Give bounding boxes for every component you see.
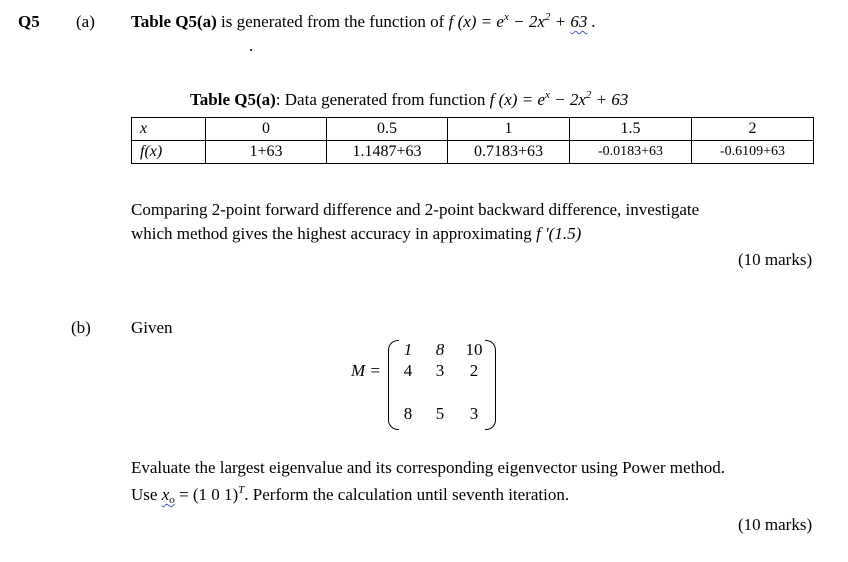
part-b-label: (b): [71, 318, 91, 337]
matrix-cell: 4: [403, 361, 413, 380]
matrix-cell: 3: [435, 361, 445, 380]
table-cell: -0.0183+63: [570, 141, 692, 164]
part-a-intro: [131, 12, 596, 32]
table-reference: Table Q5(a): [131, 12, 217, 31]
table-cell: -0.6109+63: [692, 141, 814, 164]
caption-function: f $(x) = e^x - 2x^2 + 63$: [489, 89, 629, 109]
table-cell: 0: [206, 118, 327, 141]
matrix-m: [388, 340, 496, 432]
matrix-cell: 1: [403, 340, 413, 359]
matrix-label: M =: [351, 361, 381, 380]
table-cell: 0.7183+63: [448, 141, 570, 164]
table-caption: Table Q5(a): Data generated from function f $(x) = e^x - 2x^2 + 63$: [190, 89, 629, 109]
matrix-cell: 8: [435, 340, 445, 359]
table-cell: 1.5: [570, 118, 692, 141]
given-text: Given: [131, 318, 173, 337]
matrix-cell: 2: [469, 361, 479, 380]
table-cell: 0.5: [327, 118, 448, 141]
table-cell: 1: [448, 118, 570, 141]
data-table: [131, 117, 814, 164]
function-expression: f $(x) = e^x - 2x^2 + 63$ .: [448, 11, 596, 31]
question-number: Q5: [18, 12, 40, 31]
matrix-cell: 8: [403, 404, 413, 423]
initial-vector-symbol: $x_o$: [161, 485, 175, 506]
part-a-marks: (10 marks): [738, 250, 813, 269]
part-b-body-line1: Evaluate the largest eigenvalue and its corresponding eigenvector using Power method.: [131, 458, 726, 477]
part-a-label: (a): [76, 12, 95, 31]
row-header-fx: f(x): [132, 141, 206, 164]
table-row-fx: [132, 141, 814, 164]
table-cell: 1+63: [206, 141, 327, 164]
intro-text: is generated from the function of: [216, 12, 449, 31]
initial-vector-value: = (1 0 1): [174, 485, 239, 504]
matrix-cell: 10: [465, 340, 483, 359]
part-a-body-line1: Comparing 2-point forward difference and 2-point backward difference, investigate: [131, 200, 700, 219]
part-a-body-line2: which method gives the highest accuracy in approximating f '(1.5): [131, 224, 582, 243]
table-cell: 2: [692, 118, 814, 141]
table-cell: 1.1487+63: [327, 141, 448, 164]
stray-dot: .: [249, 36, 254, 55]
table-row-x: [132, 118, 814, 141]
matrix-cell: 3: [469, 404, 479, 423]
row-header-x: x: [132, 118, 206, 141]
matrix-cell: 5: [435, 404, 445, 423]
part-b-marks: (10 marks): [738, 515, 813, 534]
derivative-expression: f '(1.5): [536, 224, 582, 243]
part-b-body-line2: Use $x_o = (1$ 0 1)$^T$. Perform the calculation until seventh iteration.: [131, 484, 570, 506]
